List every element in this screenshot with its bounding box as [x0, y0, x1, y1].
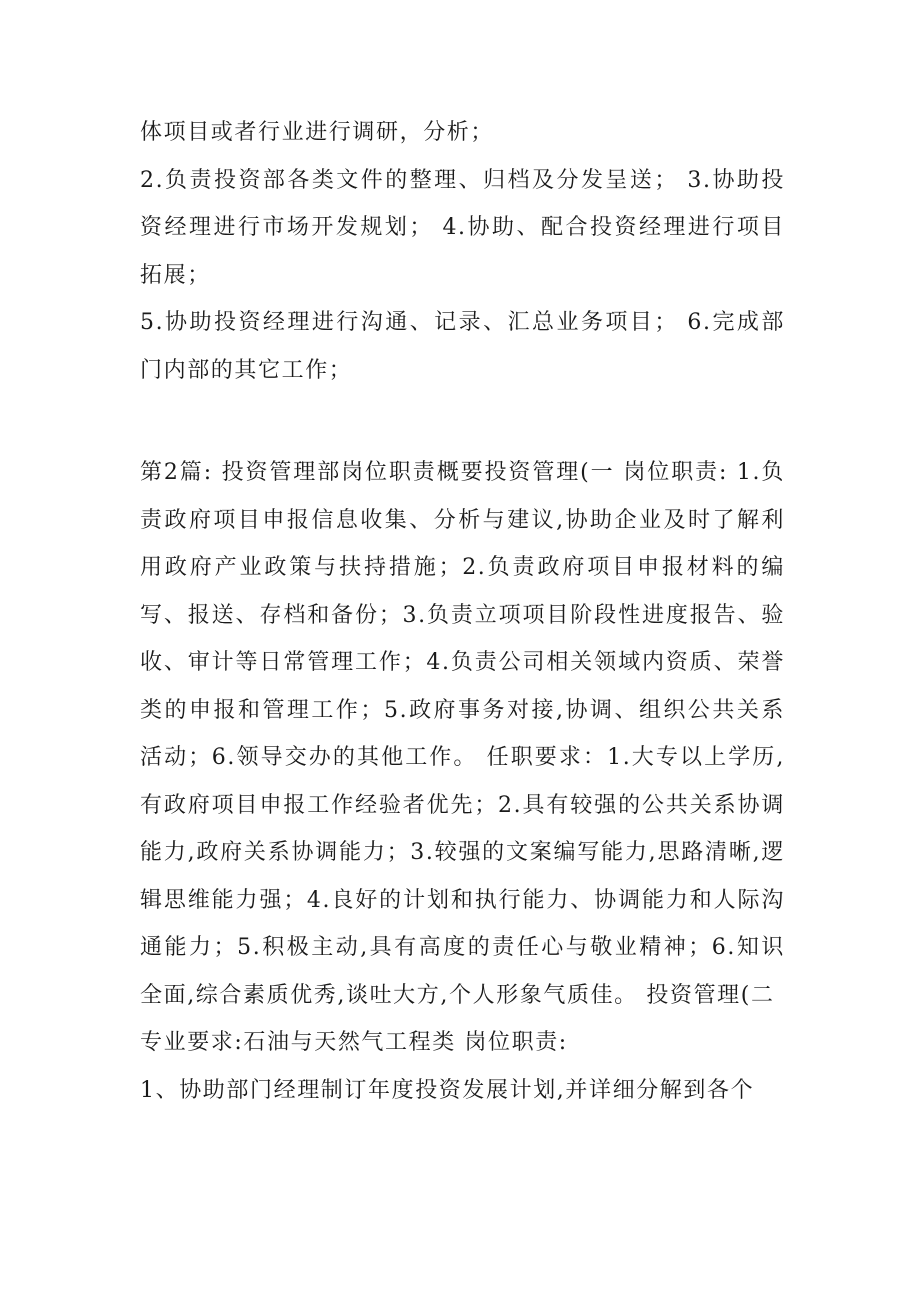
- paragraph: 2.负责投资部各类文件的整理、归档及分发呈送； 3.协助投资经理进行市场开发规划； 4.协助、配合投资经理进行项目拓展；: [140, 167, 785, 288]
- paragraph: 5.协助投资经理进行沟通、记录、汇总业务项目； 6.完成部门内部的其它工作；: [140, 310, 785, 383]
- section-investment-management-duties: [140, 449, 785, 1114]
- paragraph: 专业要求:石油与天然气工程类 岗位职责:: [140, 1030, 568, 1055]
- section-job-duties-continued: [140, 109, 785, 394]
- paragraph: 体项目或者行业进行调研，分析；: [140, 120, 495, 145]
- paragraph: 第2篇: 投资管理部岗位职责概要投资管理(一 岗位职责: 1.负责政府项目申报信息收集、分析与建议,协助企业及时了解利用政府产业政策与扶持措施；2.负责政府项目申报材料的编写、报送、存档和备份；3.负责立项项目阶段性进度报告、验收、审计等日常管理工作；4.负责公司相关领域内资质、荣誉类的申报和管理工作；5.政府事务对接,协调、组织公共关系活动；6.领导交办的其他工作。 任职要求：1.大专以上学历,有政府项目申报工作经验者优先；2.具有较强的公共关系协调能力,政府关系协调能力；3.较强的文案编写能力,思路清晰,逻辑思维能力强；4.良好的计划和执行能力、协调能力和人际沟通能力；5.积极主动,具有高度的责任心与敬业精神；6.知识全面,综合素质优秀,谈吐大方,个人形象气质佳。 投资管理(二: [140, 460, 785, 1008]
- paragraph: 1、协助部门经理制订年度投资发展计划,并详细分解到各个: [140, 1077, 755, 1103]
